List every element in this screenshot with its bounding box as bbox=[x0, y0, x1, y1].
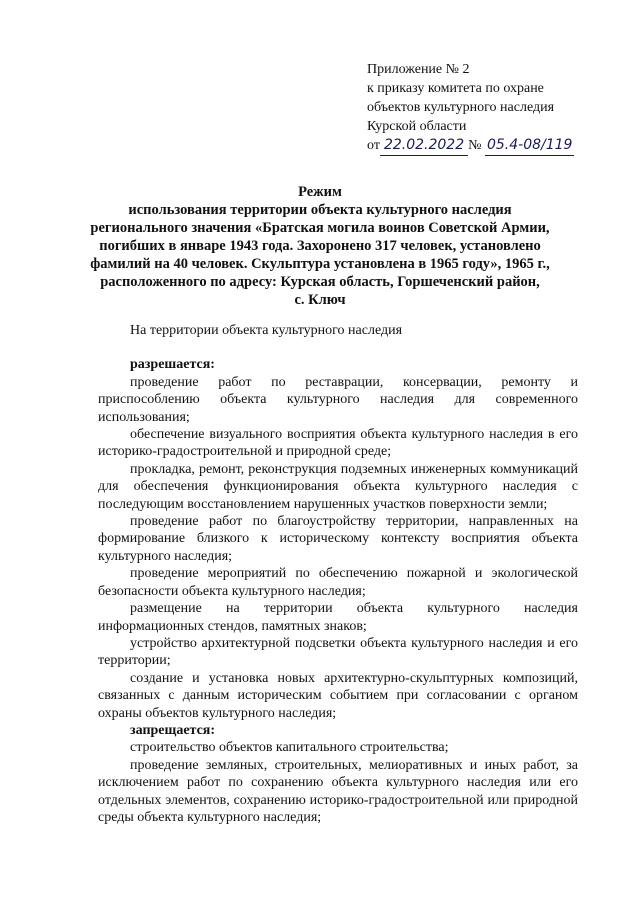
allowed-heading: разрешается: bbox=[130, 357, 215, 373]
appendix-line: к приказу комитета по охране bbox=[367, 81, 544, 96]
title-line: погибших в январе 1943 года. Захоронено 317 человек, установлено bbox=[99, 238, 541, 254]
title-heading: Режим bbox=[298, 184, 342, 200]
appendix-line: объектов культурного наследия bbox=[367, 100, 555, 115]
intro-text: На территории объекта культурного наследия bbox=[130, 323, 403, 338]
title-line: использования территории объекта культурного наследия bbox=[128, 202, 512, 218]
handwritten-number: 05.4-08/119 bbox=[485, 136, 574, 156]
forbidden-item: строительство объектов капитального строительства; bbox=[130, 740, 449, 756]
allowed-item: создание и установка новых архитектурно-скульптурных композиций, связанных с данным историческим событием при согласовании с органом охраны объектов культурного наследия; bbox=[98, 670, 578, 721]
appendix-line: Курской области bbox=[367, 119, 467, 134]
document-title bbox=[90, 183, 550, 309]
allowed-item: устройство архитектурной подсветки объекта культурного наследия и его территории; bbox=[98, 635, 578, 669]
date-prefix: от bbox=[367, 138, 380, 153]
allowed-item: проведение работ по реставрации, консервации, ремонту и приспособлению объекта культурного наследия для современного использования; bbox=[98, 374, 578, 425]
title-line: с. Ключ bbox=[294, 292, 346, 308]
number-prefix: № bbox=[468, 138, 482, 153]
allowed-item: прокладка, ремонт, реконструкция подземных инженерных коммуникаций для обеспечения функционирования объекта культурного наследия с последующим восстановлением нарушенных участков поверхности земли; bbox=[98, 461, 578, 512]
title-line: регионального значения «Братская могила воинов Советской Армии, bbox=[90, 220, 550, 236]
appendix-date-line bbox=[367, 136, 574, 156]
allowed-item: размещение на территории объекта культурного наследия информационных стендов, памятных знаков; bbox=[98, 601, 578, 634]
allowed-item: проведение мероприятий по обеспечению пожарной и экологической безопасности объекта культурного наследия; bbox=[98, 566, 578, 599]
forbidden-heading: запрещается: bbox=[130, 722, 216, 738]
forbidden-item: проведение земляных, строительных, мелиоративных и иных работ, за исключением работ по сохранению объекта культурного наследия или его отдельных элементов, сохранению историко-градостроительной или природной среды объекта культурного наследия; bbox=[98, 757, 578, 825]
document-body bbox=[98, 322, 578, 826]
handwritten-date: 22.02.2022 bbox=[380, 136, 468, 156]
appendix-line: Приложение № 2 bbox=[367, 62, 470, 77]
appendix-block bbox=[367, 60, 574, 156]
allowed-item: проведение работ по благоустройству территории, направленных на формирование близкого к историческому контексту восприятия объекта культурного наследия; bbox=[98, 514, 578, 564]
title-line: фамилий на 40 человек. Скульптура установлена в 1965 году», 1965 г., bbox=[90, 256, 550, 272]
title-line: расположенного по адресу: Курская область, Горшеченский район, bbox=[100, 274, 540, 290]
allowed-item: обеспечение визуального восприятия объекта культурного наследия в его историко-градостроительной и природной среде; bbox=[98, 427, 578, 460]
